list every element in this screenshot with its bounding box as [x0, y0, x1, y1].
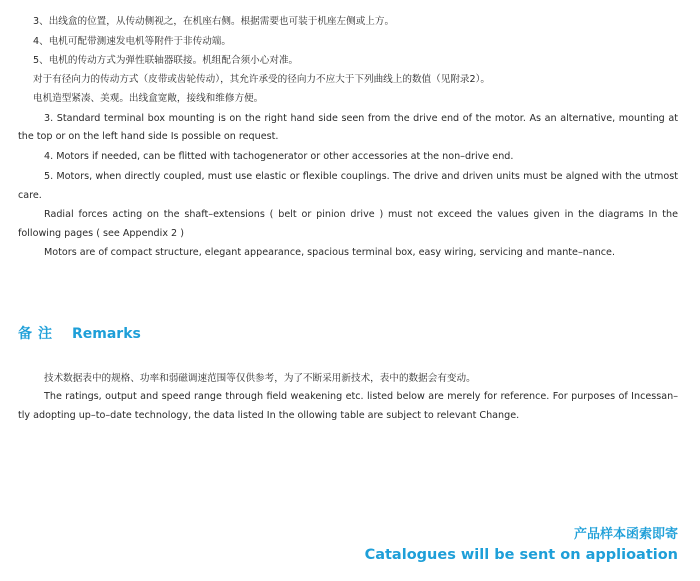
- en-item-5-line1: 5. Motors, when directly coupled, must use elastic or flexible couplings. The drive and driven units must be algned with the utmost: [44, 171, 678, 182]
- en-item-5-line2: care.: [18, 190, 42, 201]
- remarks-heading: [18, 325, 141, 343]
- en-item-3-line2: the top or on the left hand side Is possible on request.: [18, 131, 279, 142]
- cn-structure: 电机造型紧凑、美观。出线盒宽敞，接线和维修方便。: [33, 93, 264, 104]
- cn-item-4: 4、电机可配带测速发电机等附件于非传动端。: [33, 36, 231, 47]
- footer-catalogue-cn: 产品样本函索即寄: [573, 527, 678, 542]
- en-structure: Motors are of compact structure, elegant appearance, spacious terminal box, easy wiring, servicing and mante–nance.: [44, 247, 616, 258]
- cn-item-5: 5、电机的传动方式为弹性联轴器联接。机组配合须小心对准。: [33, 55, 299, 66]
- remarks-en-line2: tly adopting up–to–date technology, the data listed In the ollowing table are subject to relevant Change.: [18, 410, 520, 421]
- cn-radial-forces: 对于有径向力的传动方式（皮带或齿轮传动），其允许承受的径向力不应大于下列曲线上的数值（见附录2）。: [33, 74, 491, 85]
- en-item-3-line1: 3. Standard terminal box mounting is on the right hand side seen from the drive end of the motor. As an alternative, mounting at: [44, 113, 678, 124]
- en-radial-line1: Radial forces acting on the shaft–extensions ( belt or pinion drive ) must not exceed the values given in the diagrams In the: [44, 209, 678, 220]
- remarks-cn-text: 技术数据表中的规格、功率和弱磁调速范围等仅供参考，为了不断采用新技术，表中的数据会有变动。: [44, 373, 476, 384]
- footer-catalogue-en: Catalogues will be sent on applioation: [364, 547, 678, 563]
- en-radial-line2: following pages ( see Appendix 2 ): [18, 228, 184, 239]
- en-item-4: 4. Motors if needed, can be flitted with tachogenerator or other accessories at the non–drive end.: [44, 151, 514, 162]
- remarks-en-line1: The ratings, output and speed range through field weakening etc. listed below are merely for reference. For purposes of Incessan–: [44, 391, 678, 402]
- remarks-heading-en: Remarks: [72, 326, 141, 342]
- cn-item-3: 3、出线盒的位置，从传动侧视之，在机座右侧。根据需要也可装于机座左侧或上方。: [33, 16, 395, 27]
- remarks-heading-cn: 备注: [18, 326, 58, 342]
